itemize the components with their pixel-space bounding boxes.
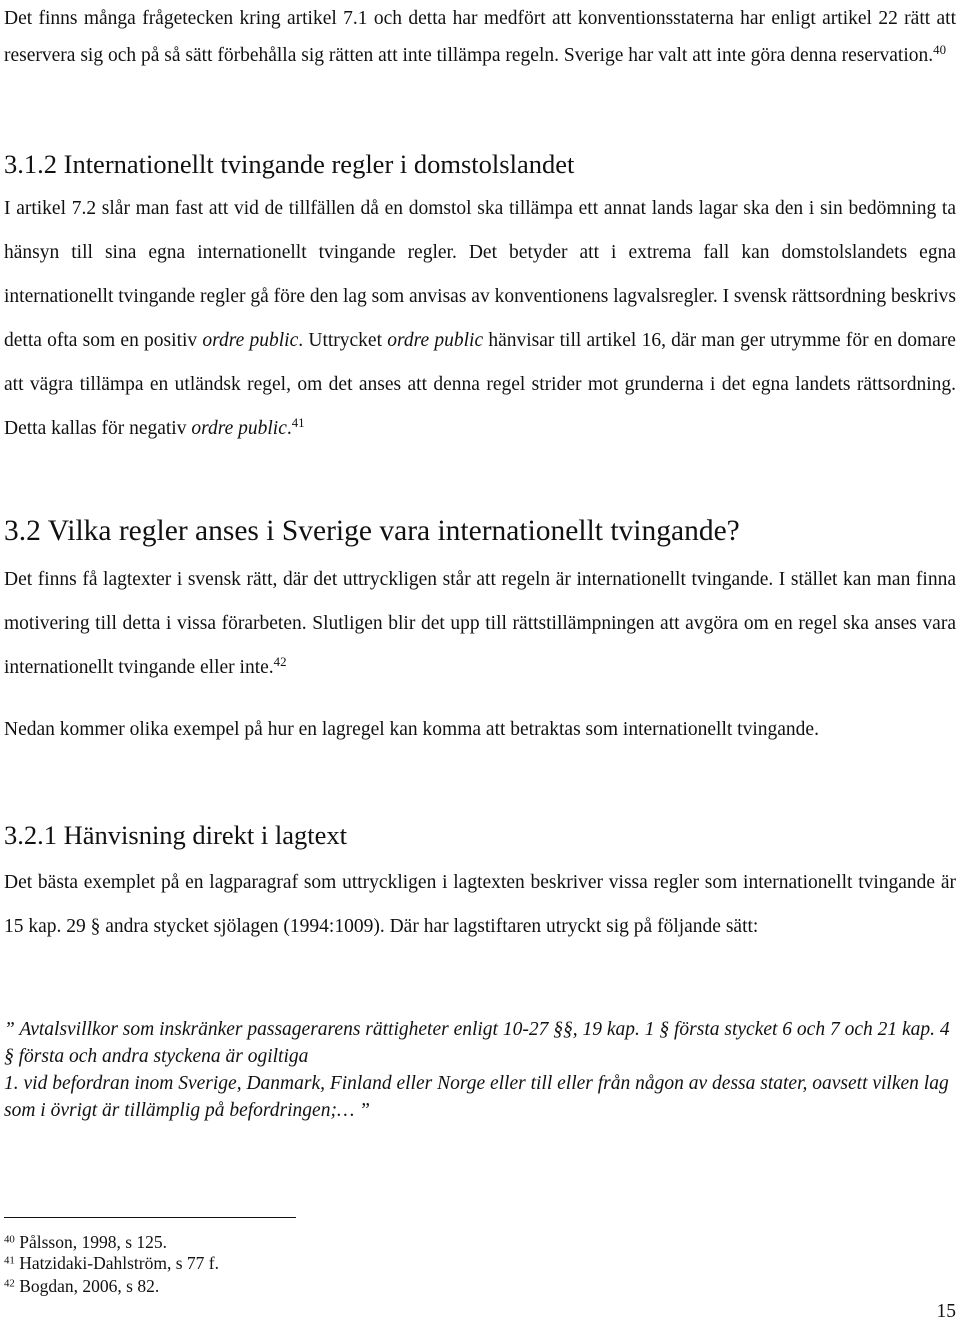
paragraph-intro: Det finns många frågetecken kring artikel 7.1 och detta har medfört att konventionsstaterna har enligt artikel 22 rätt att reservera sig och på så sätt förbehålla sig rätten att inte tillämpa regeln. Sverige har valt att inte göra denna reservation.$^{40}$ [4, 8, 956, 66]
footnote-ref-41[interactable]: 41 [291, 415, 305, 430]
paragraph-3-2-b: Nedan kommer olika exempel på hur en lagregel kan komma att betraktas som internationellt tvingande. [4, 719, 819, 740]
heading-3-2: 3.2 Vilka regler anses i Sverige vara internationellt tvingande? [4, 515, 740, 547]
heading-3-2-1: 3.2.1 Hänvisning direkt i lagtext [4, 820, 347, 850]
footnote-ref-40[interactable]: 40 [933, 42, 946, 57]
heading-3-1-2: 3.1.2 Internationellt tvingande regler i domstolslandet [4, 149, 575, 179]
quote-line-1: ” Avtalsvillkor som inskränker passagerarens rättigheter enligt 10-27 §§, 19 kap. 1 § första stycket 6 och 7 och 21 kap. 4 § första och andra styckena är ogiltiga [4, 1019, 950, 1067]
footnote-ref-42[interactable]: 42 [273, 654, 287, 669]
footnote-40: $^{40}$ Pålsson, 1998, s 125. [4, 1232, 168, 1252]
quote-line-2: 1. vid befordran inom Sverige, Danmark, Finland eller Norge eller till eller från någon av dessa stater, oavsett vilken lag som i övrigt är tillämplig på befordringen;… ” [4, 1073, 949, 1121]
paragraph-3-2-1: Det bästa exemplet på en lagparagraf som uttryckligen i lagtexten beskriver vissa regler som internationellt tvingande är 15 kap. 29 § andra stycket sjölagen (1994:1009). Där har lagstiftaren utryckt sig på följande sätt: [4, 872, 956, 937]
footnote-41: $^{41}$ Hatzidaki-Dahlström, s 77 f. [4, 1253, 219, 1273]
paragraph-3-2-a: Det finns få lagtexter i svensk rätt, där det uttryckligen står att regeln är internationellt tvingande. I stället kan man finna motivering till detta i vissa förarbeten. Slutligen blir det upp till rättstillämpningen att avgöra om en regel ska anses vara internationellt tvingande eller inte.$^{42}$ [4, 569, 956, 678]
footnote-separator [4, 1217, 296, 1218]
paragraph-3-1-2: I artikel 7.2 slår man fast att vid de tillfällen då en domstol ska tillämpa ett annat lands lagar ska den i sin bedömning ta hänsyn till sina egna internationellt tvingande regler. Det betyder att i extrema fall kan domstolslandets egna internationellt tvingande regler gå före den lag som anvisas av konventionens lagvalsregler. I svensk rättsordning beskrivs detta ofta som en positiv ordre public. Uttrycket ordre public hänvisar till artikel 16, där man ger utrymme för en domare att vägra tillämpa en utländsk regel, om det anses att denna regel strider mot grunderna i det egna landets rättsordning. Detta kallas för negativ ordre public.$^{41}$ [4, 198, 956, 439]
footnote-42: $^{42}$ Bogdan, 2006, s 82. [4, 1276, 160, 1296]
legal-quote [4, 1016, 956, 1124]
page-number: 15 [936, 1301, 956, 1322]
